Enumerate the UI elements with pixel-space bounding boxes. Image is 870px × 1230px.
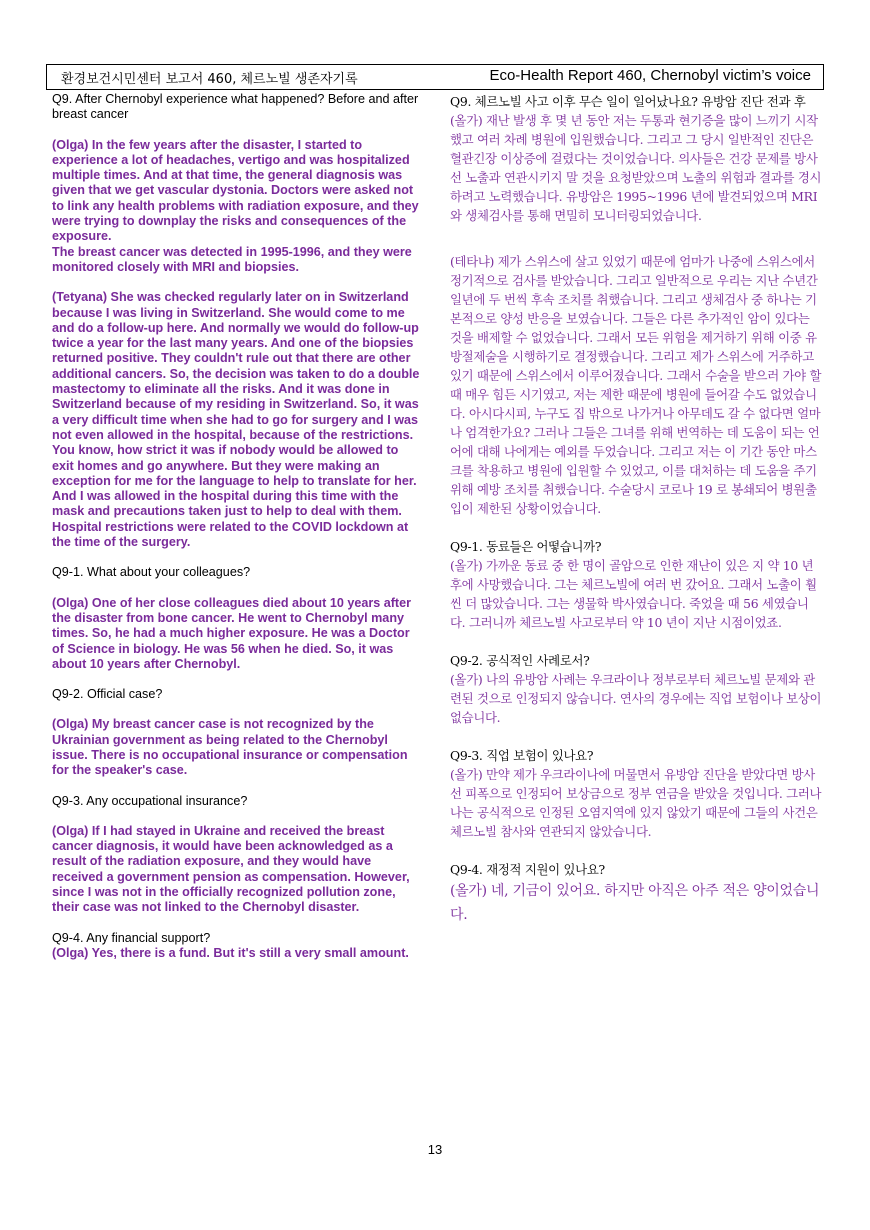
question-9-2-ko: Q9-2. 공식적인 사례로서?	[450, 653, 590, 668]
question-9-4-en: Q9-4. Any financial support?	[52, 930, 211, 945]
answer-9-2-en: (Olga) My breast cancer case is not recognized by the Ukrainian government as being related to the Chernobyl issue. There is no occupational insurance or compensation for the speaker's case.	[52, 717, 408, 778]
answer-9-tetyana-ko: (테타냐) 제가 스위스에 살고 있었기 때문에 엄마가 나중에 스위스에서 정기적으로 검사를 받았습니다. 그리고 일반적으로 우리는 지난 수년간 일년에 두 번씩 후속 조치를 취했습니다. 그리고 생체검사 중 하나는 기본적으로 양성 반응을 보였습니다. 그들은 다른 추가적인 암이 있다는 것을 배제할 수 없었습니다. 그래서 모든 위험을 제거하기 위해 이중 유방절제술을 시행하기로 결정했습니다. 그리고 제가 스위스에 거주하고 있기 때문에 스위스에서 이루어졌습니다. 그래서 수술을 받으러 가야 할 때 매우 힘든 시기였고, 저는 제한 때문에 병원에 들어갈 수도 없었습니다. 아시다시피, 누구도 집 밖으로 나가거나 아무데도 갈 수 없다면 얼마나 엄격한가요? 그러나 그들은 그녀를 위해 번역하는 데 도움이 되는 언어에 대해 나에게는 예외를 두었습니다. 그리고 저는 이 기간 동안 마스크를 착용하고 병원에 입원할 수 있었고, 이를 대처하는 데 도움을 주기 위해 예방 조치를 취했습니다. 수술당시 코로나 19 로 봉쇄되어 병원출입이 제한된 상황이었습니다.	[450, 254, 822, 516]
answer-9-1-ko: (올가) 가까운 동료 중 한 명이 골암으로 인한 재난이 있은 지 약 10 년 후에 사망했습니다. 그는 체르노빌에 여러 번 갔어요. 그래서 노출이 훨씬 더 많았습니다. 그는 생물학 박사였습니다. 죽었을 때 56 세였습니다. 그러니까 체르노빌 사고로부터 약 10 년이 지난 시점이었죠.	[450, 558, 817, 630]
answer-9-3-en: (Olga) If I had stayed in Ukraine and received the breast cancer diagnosis, it would have been acknowledged as a result of the radiation exposure, and they would have received a government pension as compensation. However, since I was not in the officially recognized pollution zone, their case was not linked to the Chernobyl disaster.	[52, 823, 410, 915]
korean-column	[450, 92, 822, 927]
english-column	[52, 92, 422, 961]
answer-9-4-en: (Olga) Yes, there is a fund. But it's still a very small amount.	[52, 945, 409, 960]
answer-9-olga-en-2: The breast cancer was detected in 1995-1996, and they were monitored closely with MRI and biopsies.	[52, 244, 412, 274]
page-number: 13	[427, 1142, 443, 1157]
answer-9-olga-ko: (올가) 재난 발생 후 몇 년 동안 저는 두통과 현기증을 많이 느끼기 시작했고 여러 차례 병원에 입원했습니다. 그리고 그 당시 일반적인 진단은 혈관긴장 이상증에 걸렸다는 것이었습니다. 의사들은 건강 문제를 방사선 노출과 연관시키지 말 것을 요청받았으며 노출의 위험과 결과를 경시하려고 노력했습니다. 유방암은 1995~1996 년에 발견되었으며 MRI 와 생체검사를 통해 면밀히 모니터링되었습니다.	[450, 113, 822, 223]
question-9-2-en: Q9-2. Official case?	[52, 687, 163, 702]
question-9-1-en: Q9-1. What about your colleagues?	[52, 565, 251, 580]
question-9-ko: Q9. 체르노빌 사고 이후 무슨 일이 일어났나요? 유방암 진단 전과 후	[450, 94, 806, 109]
question-9-1-ko: Q9-1. 동료들은 어떻습니까?	[450, 539, 602, 554]
header-english-title: Eco-Health Report 460, Chernobyl victim’s voice	[489, 67, 811, 84]
answer-9-2-ko: (올가) 나의 유방암 사례는 우크라이나 정부로부터 체르노빌 문제와 관련된 것으로 인정되지 않습니다. 연사의 경우에는 직업 보험이나 보상이 없습니다.	[450, 672, 822, 725]
answer-9-tetyana-en: (Tetyana) She was checked regularly later on in Switzerland because I was living in Switzerland. She would come to me and do a follow-up here. And normally we would do follow-up twice a year for the last many years. And one of the biopsies returned positive. They couldn't rule out that there are other additional cancers. So, the decision was taken to do a double mastectomy to eliminate all the risks. And it was done in Switzerland because of my residing in Switzerland. So, it was a very difficult time when she had to go for surgery and I was not even allowed in the hospital, because of the restrictions. You know, how strict it was if nobody would be allowed to exit homes and go anywhere. But they were making an exception for me for the language to help to translate for her. And I was allowed in the hospital during this time with the mask and precautions taken just to help to deal with them. Hospital restrictions were related to the COVID lockdown at the time of the surgery.	[52, 290, 420, 550]
answer-9-3-ko: (올가) 만약 제가 우크라이나에 머물면서 유방암 진단을 받았다면 방사선 피폭으로 인정되어 보상금으로 정부 연금을 받았을 것입니다. 그러나 나는 공식적으로 인정된 오염지역에 있지 않았기 때문에 그들의 사건은 체르노빌 참사와 연관되지 않았습니다.	[450, 767, 822, 839]
answer-9-olga-en: (Olga) In the few years after the disaster, I started to experience a lot of headaches, vertigo and was hospitalized multiple times. And at that time, the general diagnosis was given that we get vascular dystonia. Doctors were asked not to link any health problems with radiation exposure, and they were trying to downplay the risks and consequences of the exposure.	[52, 137, 419, 244]
header-korean-title: 환경보건시민센터 보고서 460, 체르노빌 생존자기록	[61, 72, 358, 87]
question-9-4-ko: Q9-4. 재정적 지원이 있나요?	[450, 862, 605, 877]
answer-9-1-en: (Olga) One of her close colleagues died about 10 years after the disaster from bone cancer. He went to Chernobyl many times. So, he had a much higher exposure. He was a Doctor of Science in biology. He was 56 when he died. So, it was about 10 years after Chernobyl.	[52, 595, 412, 671]
running-header	[46, 64, 824, 90]
question-9-3-ko: Q9-3. 직업 보험이 있나요?	[450, 748, 594, 763]
question-9-3-en: Q9-3. Any occupational insurance?	[52, 793, 248, 808]
answer-9-4-ko: (올가) 네, 기금이 있어요. 하지만 아직은 아주 적은 양이었습니다.	[450, 883, 820, 923]
question-9-en: Q9. After Chernobyl experience what happened? Before and after breast cancer	[52, 92, 419, 122]
